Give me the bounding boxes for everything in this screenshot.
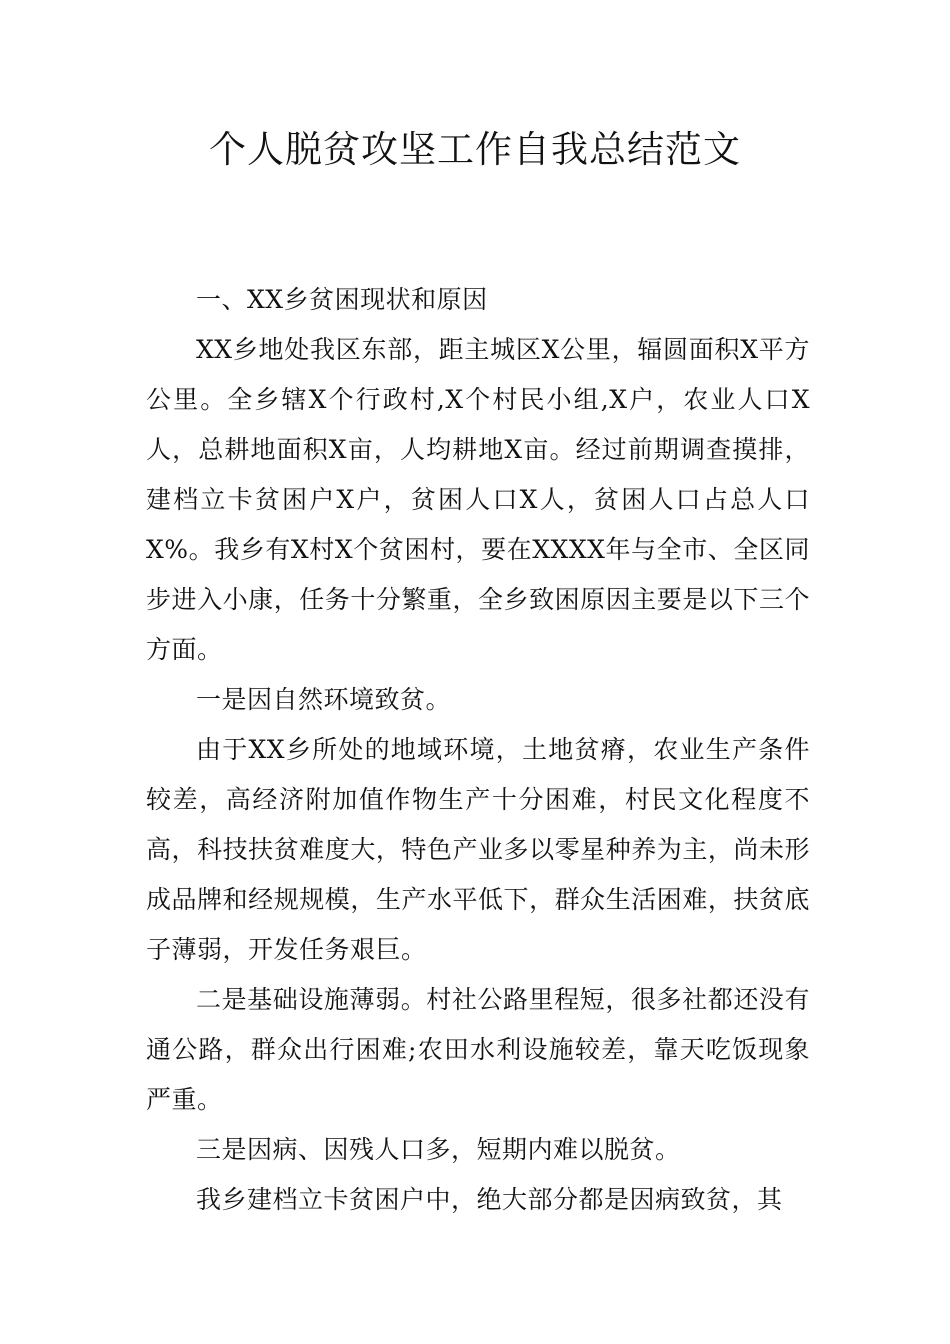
paragraph: 由于XX乡所处的地域环境，土地贫瘠，农业生产条件较差，高经济附加值作物生产十分困难，村民文化程度不高，科技扶贫难度大，特色产业多以零星种养为主，尚未形成品牌和经规规模，生产水平低下，群众生活困难，扶贫底子薄弱，开发任务艰巨。 [146,735,810,964]
paragraph: 三是因病、因残人口多，短期内难以脱贫。 [196,1135,681,1164]
paragraph: 一是因自然环境致贫。 [196,685,452,714]
document-title: 个人脱贫攻坚工作自我总结范文 [209,128,741,171]
document-body [146,275,810,1225]
paragraph: 二是基础设施薄弱。村社公路里程短，很多社都还没有通公路，群众出行困难;农田水利设施较差，靠天吃饭现象严重。 [146,985,810,1114]
section-heading: 一、XX乡贫困现状和原因 [196,285,488,314]
paragraph: 我乡建档立卡贫困户中，绝大部分都是因病致贫，其 [196,1185,783,1214]
paragraph: XX乡地处我区东部，距主城区X公里，辐圆面积X平方公里。全乡辖X个行政村,X个村民小组,X户，农业人口X人，总耕地面积X亩，人均耕地X亩。经过前期调查摸排，建档立卡贫困户X户，贫困人口X人，贫困人口占总人口X%。我乡有X村X个贫困村，要在XXXX年与全市、全区同步进入小康，任务十分繁重，全乡致困原因主要是以下三个方面。 [146,335,810,664]
